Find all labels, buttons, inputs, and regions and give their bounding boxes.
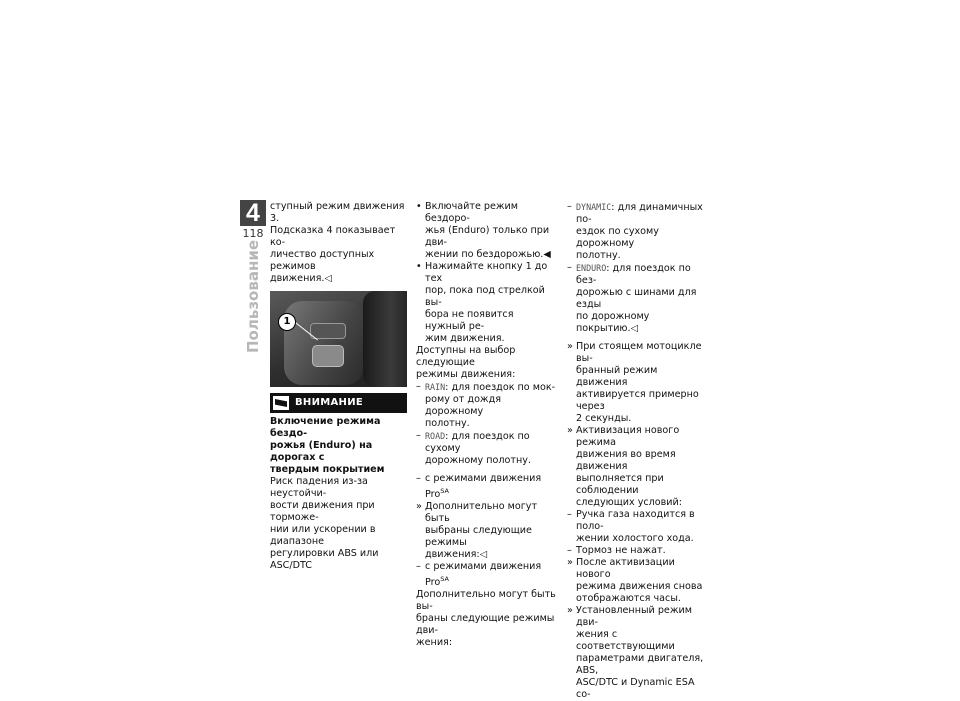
list-item: » Дополнительно могут быть выбраны следующие режимы движения:◁ <box>416 501 538 561</box>
text-line: режимы движения: <box>416 369 516 380</box>
list-item: – RAIN: для поездок по мок- рому от дождя дорожному полотну. <box>416 381 556 429</box>
text-line: нии или ускорении в диапазоне <box>270 524 376 547</box>
result-arrow-icon: » <box>416 501 422 513</box>
column-1 <box>270 201 410 572</box>
result-arrow-icon: » <box>567 425 573 436</box>
result-arrow-icon: » <box>567 605 573 616</box>
mode-code: DYNAMIC <box>576 202 612 212</box>
chapter-marker <box>240 200 266 240</box>
dash-icon: – <box>567 262 572 273</box>
handlebar-switch-photo <box>270 291 407 387</box>
warning-heading: рожья (Enduro) на дорогах с <box>270 440 373 463</box>
bullet-icon: • <box>416 261 422 272</box>
dash-icon: – <box>567 545 572 556</box>
text-line: браны следующие режимы дви- <box>416 613 555 637</box>
text-line: Подсказка 4 показывает ко- <box>270 225 396 248</box>
list-item: • Нажимайте кнопку 1 до тех пор, пока под стрелкой вы- бора не появится нужный ре- жим движения. <box>416 261 548 344</box>
text-line: Доступны на выбор следующие <box>416 345 516 368</box>
warning-heading: Включение режима бездо- <box>270 416 381 439</box>
list-item: – с режимами движения Pro$^{SA}$ <box>416 561 542 589</box>
result-arrow-icon: » <box>567 557 573 568</box>
warning-hand-icon <box>273 396 289 410</box>
page-number: 118 <box>242 227 264 240</box>
text-line: вости движения при торможе- <box>270 500 375 523</box>
mode-code: RAIN <box>425 382 446 392</box>
mode-button-image <box>312 345 344 367</box>
text-line: Дополнительно могут быть вы- <box>416 589 556 613</box>
list-item: – ENDURO: для поездок по без- дорожью с шинами для езды по дорожному покрытию.◁ <box>567 262 697 334</box>
section-title: Пользование <box>244 240 262 354</box>
mode-code: ENDURO <box>576 263 607 273</box>
text-line: регулировки ABS или ASC/DTC <box>270 548 379 571</box>
dash-icon: – <box>416 561 421 573</box>
list-item: » Установленный режим дви- жения с соответствующими параметрами двигателя, ABS, ASC/DTC и Dynamic ESA со- <box>567 605 704 700</box>
list-item: – Тормоз не нажат. <box>567 545 666 556</box>
text-line: Риск падения из-за неустойчи- <box>270 476 368 499</box>
list-item: • Включайте режим бездоро- жья (Enduro) только при дви- жении по бездорожью.◀ <box>416 201 551 260</box>
text-line: личество доступных режимов <box>270 249 375 272</box>
list-item: » При стоящем мотоцикле вы- бранный режим движения активируется примерно через 2 секунды. <box>567 341 702 424</box>
warning-label: ВНИМАНИЕ <box>295 397 364 408</box>
dash-icon: – <box>567 201 572 212</box>
list-item: – DYNAMIC: для динамичных по- ездок по сухому дорожному полотну. <box>567 201 703 261</box>
text-line: движения.◁ <box>270 273 332 284</box>
list-item: » После активизации нового режима движения снова отображаются часы. <box>567 557 703 604</box>
bullet-icon: • <box>416 201 422 212</box>
list-item: – ROAD: для поездок по сухому дорожному полотну. <box>416 430 531 466</box>
result-arrow-icon: » <box>567 341 573 352</box>
chapter-number: 4 <box>240 200 266 226</box>
column-3 <box>567 201 707 701</box>
mode-code: ROAD <box>425 431 446 441</box>
column-2 <box>416 201 556 649</box>
warning-banner <box>270 393 407 413</box>
dash-icon: – <box>416 473 421 484</box>
list-item: – с режимами движения Pro$^{SA}$ <box>416 473 542 501</box>
list-item: – Ручка газа находится в поло- жении холостого хода. <box>567 509 695 544</box>
text-line: ступный режим движения 3. <box>270 201 405 224</box>
list-item: » Активизация нового режима движения во время движения выполняется при соблюдении следующих условий: <box>567 425 683 508</box>
dash-icon: – <box>416 430 421 441</box>
text-line: жения: <box>416 637 453 649</box>
callout-number: 1 <box>278 313 296 331</box>
warning-heading: твердым покрытием <box>270 464 385 475</box>
dash-icon: – <box>567 509 572 520</box>
dash-icon: – <box>416 381 421 392</box>
